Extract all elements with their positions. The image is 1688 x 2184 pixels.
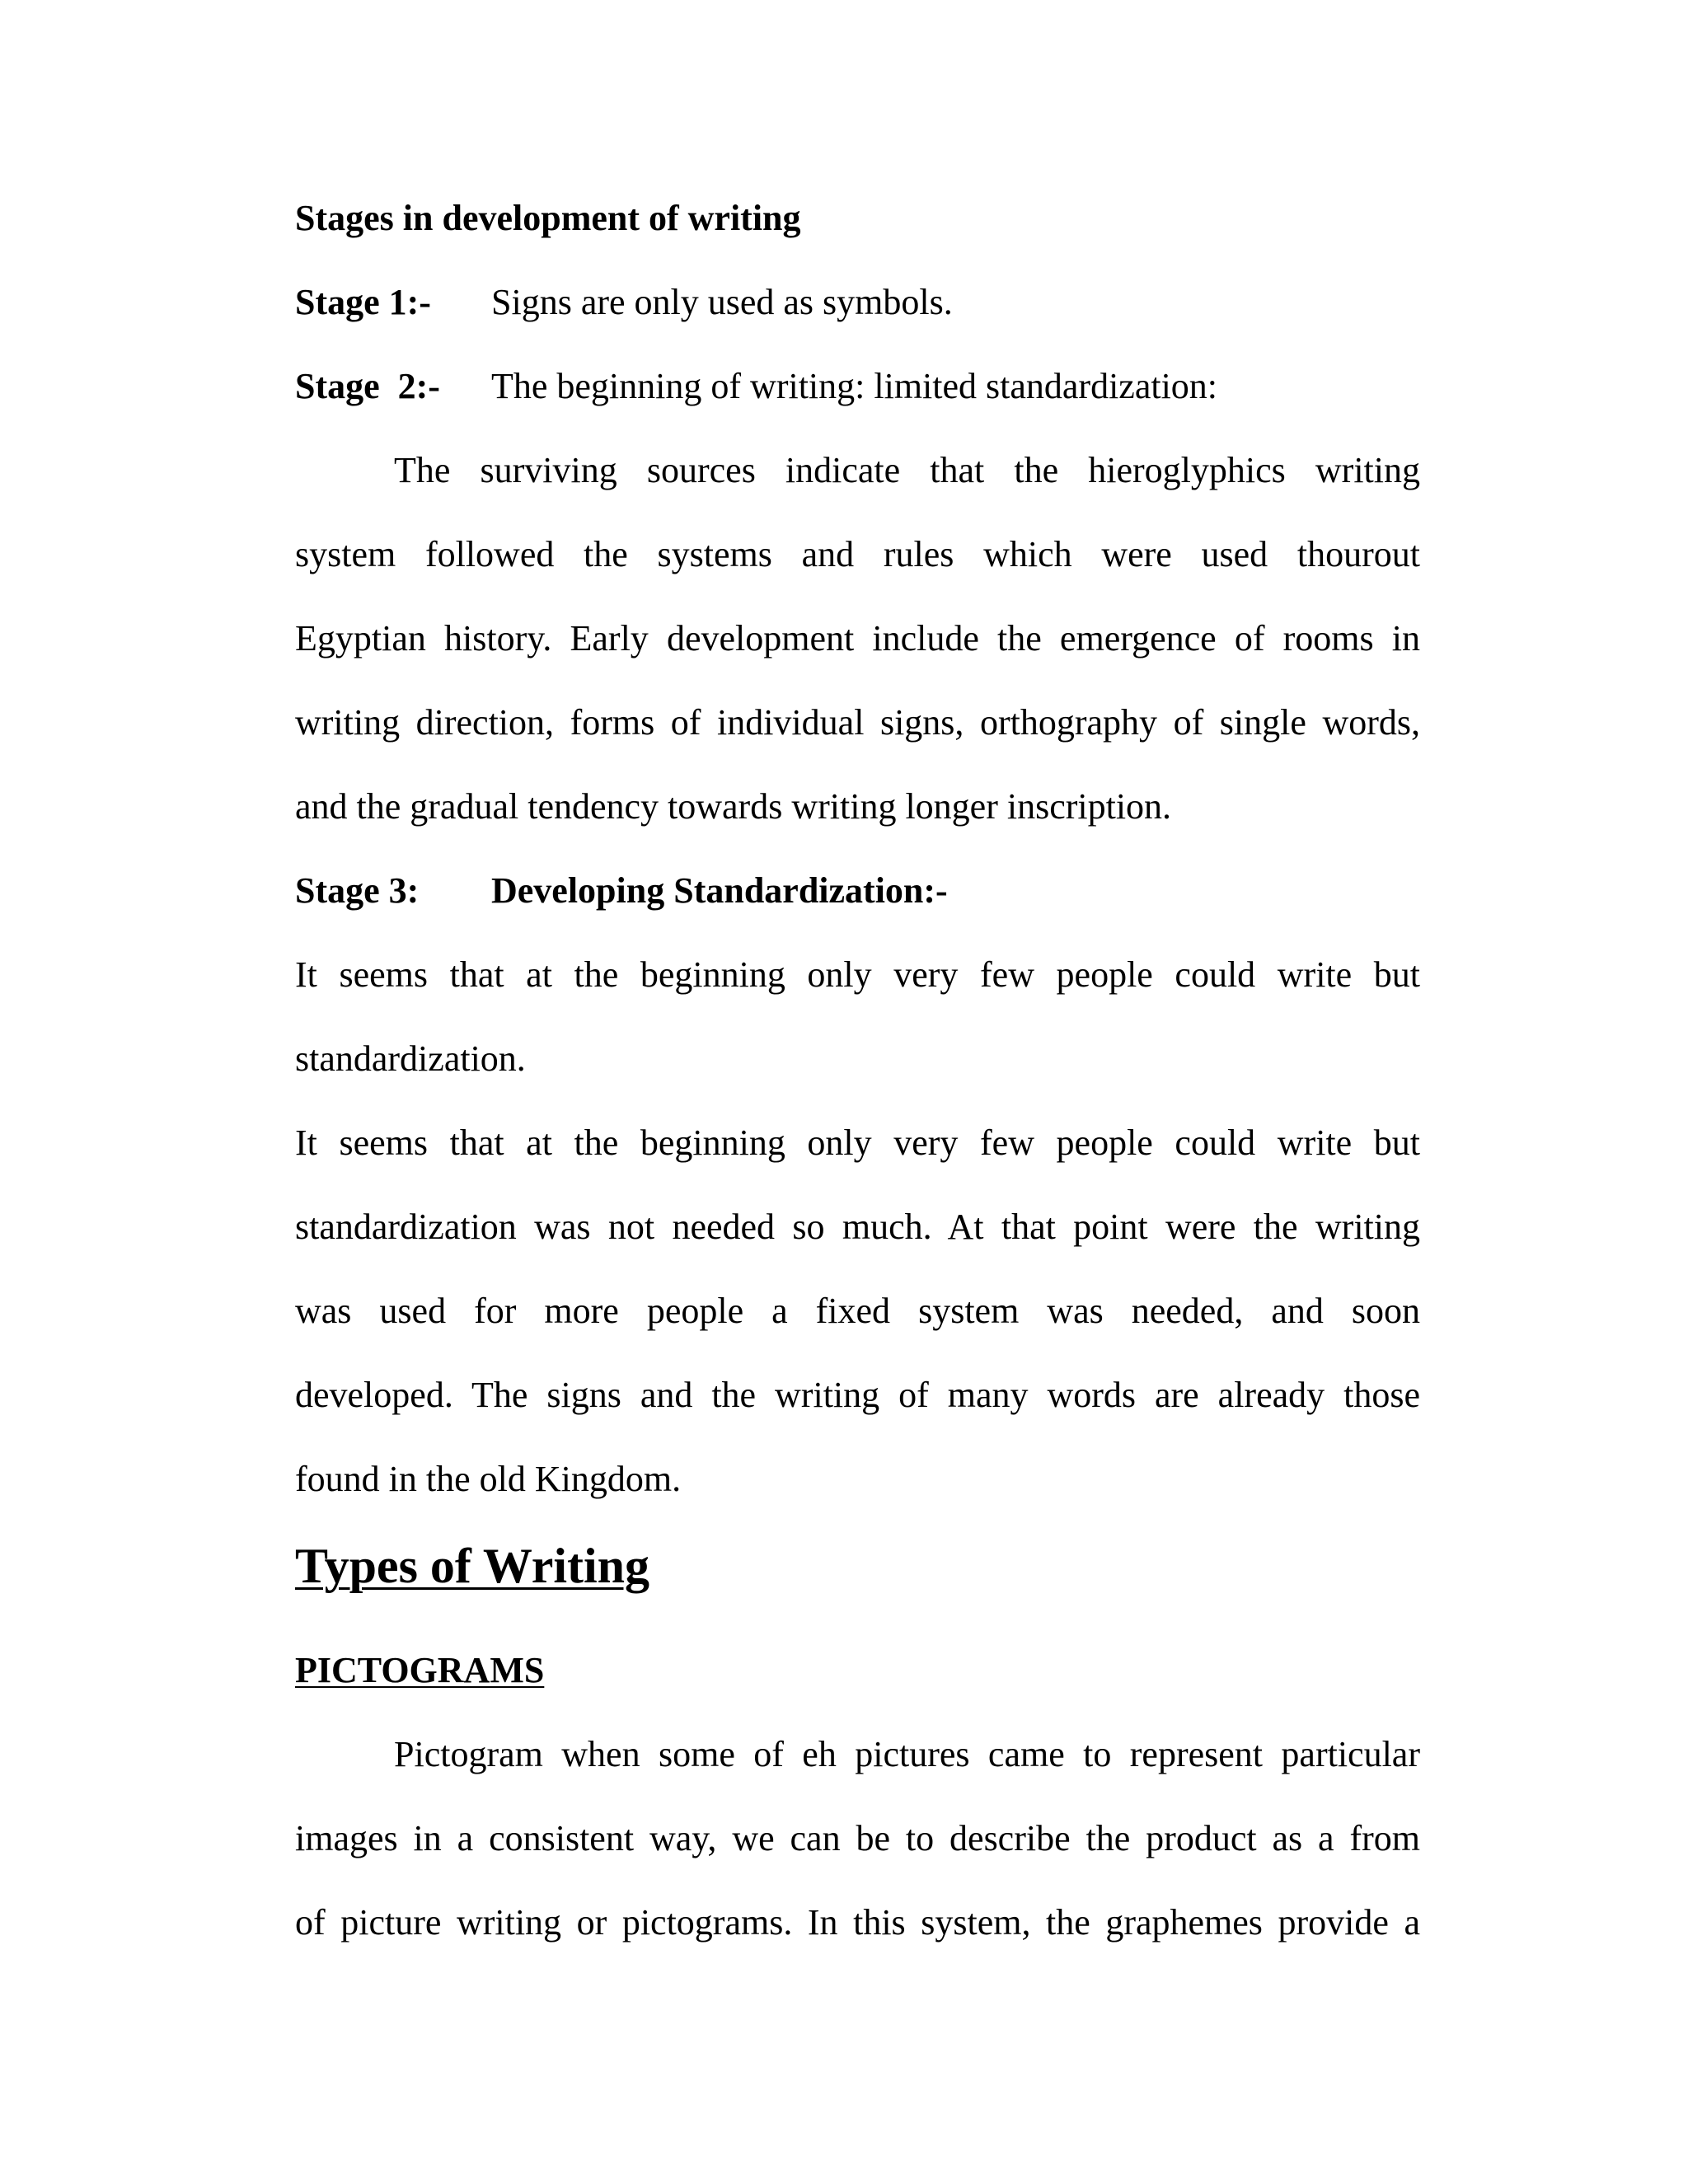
stage-3-paragraph-1-line: It seems that at the beginning only very few people could write but [295,954,1420,995]
types-of-writing-heading: Types of Writing [295,1539,650,1593]
stage-3-label: Stage 3: [295,870,420,911]
stage-3-row [295,866,1420,916]
stage-3-title: Developing Standardization:- [491,870,948,911]
stage-2-paragraph-line: system followed the systems and rules which were used thourout [295,534,1420,574]
stage-3-paragraph-2-line: It seems that at the beginning only very few people could write but [295,1122,1420,1163]
stage-1-row [295,278,1420,327]
stage-1-label: Stage 1:- [295,282,431,322]
stage-2-label: Stage 2:- [295,366,440,406]
stage-2-text: The beginning of writing: limited standardization: [491,366,1218,406]
stage-2-paragraph-line: The surviving sources indicate that the hieroglyphics writing [394,450,1420,490]
stage-2-row [295,362,1420,411]
page-heading: Stages in development of writing [295,198,801,238]
stage-3-paragraph-2-line: found in the old Kingdom. [295,1459,682,1499]
stage-1-text: Signs are only used as symbols. [491,282,953,322]
stage-3-paragraph-2-line: developed. The signs and the writing of many words are already those [295,1375,1420,1415]
pictograms-heading: PICTOGRAMS [295,1650,545,1690]
stage-2-paragraph-line: writing direction, forms of individual signs, orthography of single words, [295,702,1420,743]
pictograms-paragraph-line: Pictogram when some of eh pictures came to represent particular [394,1734,1420,1774]
stage-2-paragraph-line: and the gradual tendency towards writing longer inscription. [295,786,1172,827]
stage-3-paragraph-1-line: standardization. [295,1038,526,1079]
stage-2-paragraph-line: Egyptian history. Early development include the emergence of rooms in [295,618,1420,658]
pictograms-paragraph-line: of picture writing or pictograms. In this system, the graphemes provide a [295,1902,1420,1943]
stage-3-paragraph-2-line: standardization was not needed so much. At that point were the writing [295,1207,1420,1247]
pictograms-paragraph-line: images in a consistent way, we can be to describe the product as a from [295,1818,1420,1858]
stage-3-paragraph-2-line: was used for more people a fixed system was needed, and soon [295,1291,1420,1331]
